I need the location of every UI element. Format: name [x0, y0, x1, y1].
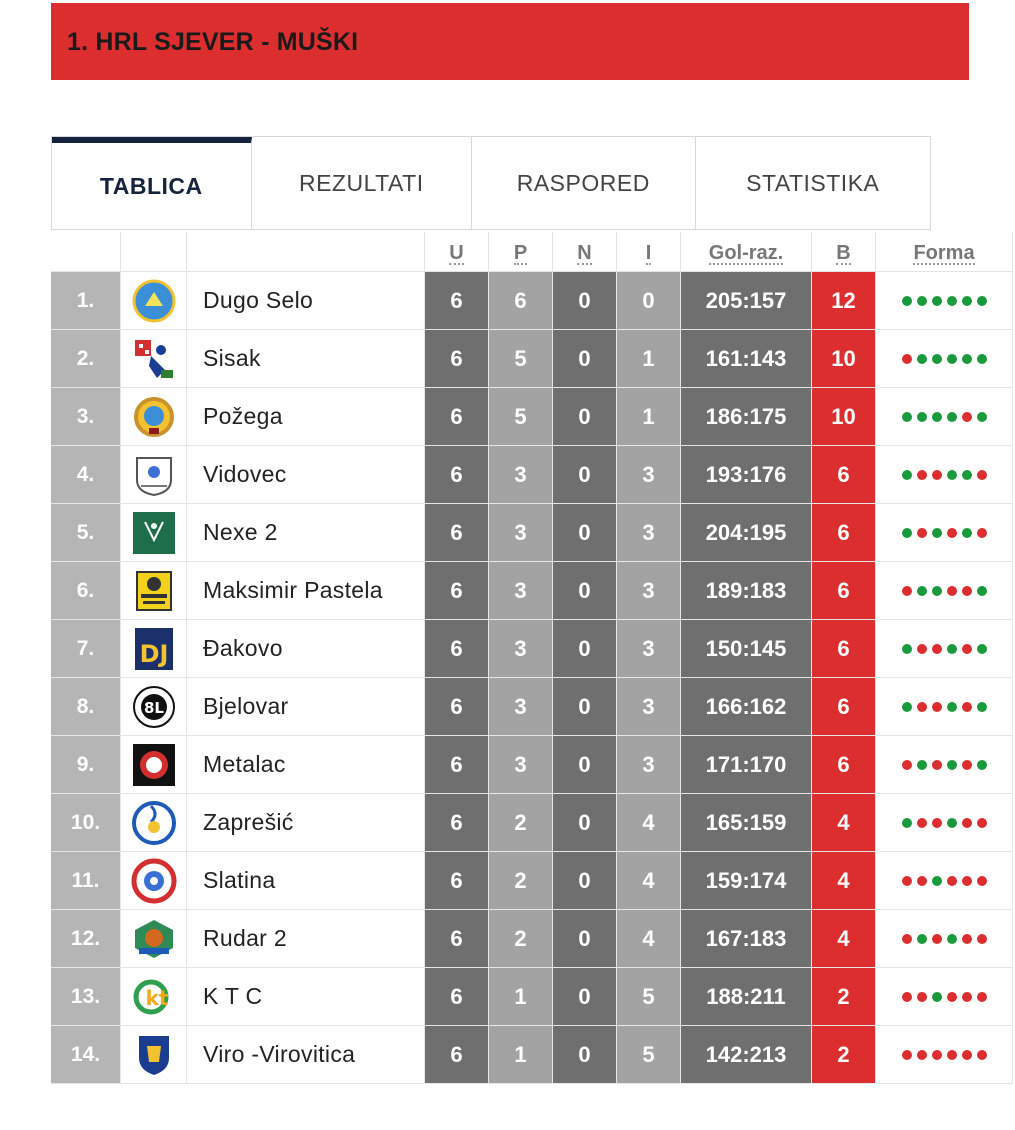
points-cell: 10	[812, 330, 876, 388]
form-cell	[876, 562, 1013, 620]
header-won[interactable]	[489, 232, 553, 272]
rank-cell: 6.	[51, 562, 121, 620]
team-logo-cell	[121, 910, 187, 968]
goal-diff-cell: 193:176	[681, 446, 812, 504]
form-cell	[876, 330, 1013, 388]
form-win-dot[interactable]	[947, 354, 957, 364]
header-team	[187, 232, 425, 272]
form-win-dot[interactable]	[902, 528, 912, 538]
form-win-dot[interactable]	[932, 992, 942, 1002]
drawn-cell: 0	[553, 852, 617, 910]
won-cell: 2	[489, 910, 553, 968]
form-cell	[876, 620, 1013, 678]
svg-text:DJ: DJ	[139, 639, 168, 668]
form-loss-dot[interactable]	[977, 934, 987, 944]
team-name[interactable]: K T C	[187, 968, 425, 1026]
won-cell: 6	[489, 272, 553, 330]
rank-cell: 14.	[51, 1026, 121, 1084]
dugo-selo-logo	[131, 278, 177, 324]
header-drawn[interactable]	[553, 232, 617, 272]
form-win-dot[interactable]	[902, 470, 912, 480]
form-loss-dot[interactable]	[917, 528, 927, 538]
goal-diff-cell: 205:157	[681, 272, 812, 330]
form-loss-dot[interactable]	[917, 876, 927, 886]
drawn-cell: 0	[553, 446, 617, 504]
form-loss-dot[interactable]	[902, 1050, 912, 1060]
goal-diff-cell: 142:213	[681, 1026, 812, 1084]
goal-diff-cell: 171:170	[681, 736, 812, 794]
pozega-logo	[131, 394, 177, 440]
played-cell: 6	[425, 330, 489, 388]
header-points[interactable]	[812, 232, 876, 272]
header-forma-label: Forma	[913, 242, 975, 264]
points-cell: 10	[812, 388, 876, 446]
virovitica-logo	[131, 1032, 177, 1078]
goal-diff-cell: 189:183	[681, 562, 812, 620]
won-cell: 2	[489, 852, 553, 910]
drawn-cell: 0	[553, 968, 617, 1026]
won-cell: 3	[489, 446, 553, 504]
lost-cell: 1	[617, 330, 681, 388]
form-loss-dot[interactable]	[932, 1050, 942, 1060]
form-loss-dot[interactable]	[962, 412, 972, 422]
form-win-dot[interactable]	[932, 296, 942, 306]
form-win-dot[interactable]	[902, 818, 912, 828]
form-loss-dot[interactable]	[947, 1050, 957, 1060]
team-name[interactable]: Dugo Selo	[187, 272, 425, 330]
form-cell	[876, 968, 1013, 1026]
team-name[interactable]: Sisak	[187, 330, 425, 388]
rank-cell: 9.	[51, 736, 121, 794]
lost-cell: 3	[617, 736, 681, 794]
team-logo-cell	[121, 272, 187, 330]
team-name[interactable]: Metalac	[187, 736, 425, 794]
form-win-dot[interactable]	[977, 760, 987, 770]
header-played[interactable]	[425, 232, 489, 272]
played-cell: 6	[425, 910, 489, 968]
form-win-dot[interactable]	[962, 296, 972, 306]
form-loss-dot[interactable]	[962, 992, 972, 1002]
form-loss-dot[interactable]	[902, 934, 912, 944]
form-loss-dot[interactable]	[932, 760, 942, 770]
drawn-cell: 0	[553, 910, 617, 968]
lost-cell: 0	[617, 272, 681, 330]
team-logo-cell	[121, 388, 187, 446]
slatina-logo	[131, 858, 177, 904]
team-name[interactable]: Rudar 2	[187, 910, 425, 968]
team-logo-cell	[121, 968, 187, 1026]
drawn-cell: 0	[553, 1026, 617, 1084]
form-loss-dot[interactable]	[947, 992, 957, 1002]
form-cell	[876, 736, 1013, 794]
team-name[interactable]: Zaprešić	[187, 794, 425, 852]
form-win-dot[interactable]	[917, 586, 927, 596]
tab-rezultati[interactable]: REZULTATI	[252, 137, 473, 229]
won-cell: 2	[489, 794, 553, 852]
team-logo-cell	[121, 1026, 187, 1084]
form-loss-dot[interactable]	[917, 702, 927, 712]
played-cell: 6	[425, 736, 489, 794]
lost-cell: 3	[617, 504, 681, 562]
svg-text:8L: 8L	[143, 698, 164, 717]
form-loss-dot[interactable]	[977, 992, 987, 1002]
form-win-dot[interactable]	[962, 354, 972, 364]
lost-cell: 5	[617, 1026, 681, 1084]
goal-diff-cell: 188:211	[681, 968, 812, 1026]
form-win-dot[interactable]	[947, 644, 957, 654]
points-cell: 6	[812, 620, 876, 678]
form-win-dot[interactable]	[947, 412, 957, 422]
lost-cell: 4	[617, 910, 681, 968]
rudar-logo	[131, 916, 177, 962]
rank-cell: 12.	[51, 910, 121, 968]
form-loss-dot[interactable]	[962, 934, 972, 944]
team-name[interactable]: Vidovec	[187, 446, 425, 504]
form-win-dot[interactable]	[977, 412, 987, 422]
form-loss-dot[interactable]	[947, 876, 957, 886]
form-loss-dot[interactable]	[932, 644, 942, 654]
metalac-logo	[131, 742, 177, 788]
drawn-cell: 0	[553, 562, 617, 620]
rank-cell: 13.	[51, 968, 121, 1026]
form-win-dot[interactable]	[947, 934, 957, 944]
form-loss-dot[interactable]	[977, 470, 987, 480]
form-loss-dot[interactable]	[917, 1050, 927, 1060]
form-loss-dot[interactable]	[947, 528, 957, 538]
form-win-dot[interactable]	[977, 586, 987, 596]
form-loss-dot[interactable]	[977, 1050, 987, 1060]
form-win-dot[interactable]	[932, 528, 942, 538]
form-win-dot[interactable]	[902, 296, 912, 306]
drawn-cell: 0	[553, 794, 617, 852]
form-loss-dot[interactable]	[962, 876, 972, 886]
played-cell: 6	[425, 620, 489, 678]
form-win-dot[interactable]	[902, 644, 912, 654]
rank-cell: 8.	[51, 678, 121, 736]
form-win-dot[interactable]	[947, 818, 957, 828]
drawn-cell: 0	[553, 330, 617, 388]
header-lost[interactable]	[617, 232, 681, 272]
lost-cell: 3	[617, 620, 681, 678]
league-title-bar	[51, 3, 969, 80]
tab-statistika[interactable]: STATISTIKA	[746, 169, 880, 196]
form-cell	[876, 910, 1013, 968]
played-cell: 6	[425, 968, 489, 1026]
form-win-dot[interactable]	[977, 702, 987, 712]
team-logo-cell	[121, 794, 187, 852]
form-win-dot[interactable]	[947, 296, 957, 306]
header-gol-label: Gol-raz.	[708, 242, 784, 264]
form-loss-dot[interactable]	[962, 760, 972, 770]
form-win-dot[interactable]	[917, 296, 927, 306]
form-loss-dot[interactable]	[902, 760, 912, 770]
rank-cell: 5.	[51, 504, 121, 562]
tab-bar	[51, 136, 931, 230]
rank-cell: 4.	[51, 446, 121, 504]
points-cell: 6	[812, 678, 876, 736]
form-cell	[876, 272, 1013, 330]
tab-raspored[interactable]: RASPORED	[472, 137, 695, 229]
form-cell	[876, 678, 1013, 736]
lost-cell: 1	[617, 388, 681, 446]
drawn-cell: 0	[553, 620, 617, 678]
played-cell: 6	[425, 388, 489, 446]
goal-diff-cell: 166:162	[681, 678, 812, 736]
form-loss-dot[interactable]	[962, 702, 972, 712]
points-cell: 4	[812, 910, 876, 968]
lost-cell: 3	[617, 678, 681, 736]
maksimir-logo	[131, 568, 177, 614]
won-cell: 3	[489, 736, 553, 794]
goal-diff-cell: 167:183	[681, 910, 812, 968]
lost-cell: 4	[617, 794, 681, 852]
nexe-logo	[131, 510, 177, 556]
form-win-dot[interactable]	[977, 296, 987, 306]
team-logo-cell	[121, 620, 187, 678]
form-win-dot[interactable]	[902, 412, 912, 422]
won-cell: 5	[489, 330, 553, 388]
team-name[interactable]: Požega	[187, 388, 425, 446]
played-cell: 6	[425, 446, 489, 504]
rank-cell: 11.	[51, 852, 121, 910]
drawn-cell: 0	[553, 504, 617, 562]
form-win-dot[interactable]	[917, 934, 927, 944]
won-cell: 3	[489, 504, 553, 562]
header-i-label: I	[645, 242, 652, 264]
team-name[interactable]: Viro -Virovitica	[187, 1026, 425, 1084]
form-loss-dot[interactable]	[977, 528, 987, 538]
form-win-dot[interactable]	[962, 470, 972, 480]
form-win-dot[interactable]	[962, 528, 972, 538]
tab-tablica[interactable]: TABLICA	[52, 137, 252, 229]
form-loss-dot[interactable]	[902, 586, 912, 596]
points-cell: 4	[812, 794, 876, 852]
header-u-label: U	[449, 242, 464, 264]
goal-diff-cell: 186:175	[681, 388, 812, 446]
form-win-dot[interactable]	[947, 760, 957, 770]
goal-diff-cell: 204:195	[681, 504, 812, 562]
form-loss-dot[interactable]	[902, 354, 912, 364]
goal-diff-cell: 159:174	[681, 852, 812, 910]
team-name[interactable]: Nexe 2	[187, 504, 425, 562]
lost-cell: 3	[617, 446, 681, 504]
header-rank	[51, 232, 121, 272]
form-win-dot[interactable]	[902, 702, 912, 712]
team-logo-cell	[121, 446, 187, 504]
played-cell: 6	[425, 504, 489, 562]
form-win-dot[interactable]	[947, 470, 957, 480]
team-logo-cell	[121, 504, 187, 562]
header-goal-diff[interactable]	[681, 232, 812, 272]
goal-diff-cell: 165:159	[681, 794, 812, 852]
form-loss-dot[interactable]	[917, 992, 927, 1002]
won-cell: 3	[489, 678, 553, 736]
form-cell	[876, 388, 1013, 446]
header-b-label: B	[836, 242, 851, 264]
ktc-logo	[131, 974, 177, 1020]
team-name[interactable]: Đakovo	[187, 620, 425, 678]
form-loss-dot[interactable]	[932, 470, 942, 480]
zapresic-logo	[131, 800, 177, 846]
form-win-dot[interactable]	[917, 760, 927, 770]
form-loss-dot[interactable]	[962, 1050, 972, 1060]
form-win-dot[interactable]	[932, 876, 942, 886]
lost-cell: 3	[617, 562, 681, 620]
form-win-dot[interactable]	[947, 702, 957, 712]
form-win-dot[interactable]	[977, 644, 987, 654]
form-cell	[876, 504, 1013, 562]
team-name[interactable]: Bjelovar	[187, 678, 425, 736]
form-loss-dot[interactable]	[977, 876, 987, 886]
points-cell: 6	[812, 504, 876, 562]
points-cell: 2	[812, 1026, 876, 1084]
team-logo-cell	[121, 736, 187, 794]
team-logo-cell	[121, 562, 187, 620]
form-loss-dot[interactable]	[932, 934, 942, 944]
won-cell: 1	[489, 968, 553, 1026]
header-form[interactable]	[876, 232, 1013, 272]
form-loss-dot[interactable]	[917, 644, 927, 654]
form-loss-dot[interactable]	[962, 818, 972, 828]
form-loss-dot[interactable]	[902, 876, 912, 886]
rank-cell: 7.	[51, 620, 121, 678]
rank-cell: 3.	[51, 388, 121, 446]
form-win-dot[interactable]	[932, 412, 942, 422]
form-cell	[876, 852, 1013, 910]
lost-cell: 5	[617, 968, 681, 1026]
won-cell: 1	[489, 1026, 553, 1084]
header-p-label: P	[513, 242, 528, 264]
header-logo	[121, 232, 187, 272]
form-loss-dot[interactable]	[902, 992, 912, 1002]
form-loss-dot[interactable]	[917, 818, 927, 828]
played-cell: 6	[425, 794, 489, 852]
rank-cell: 2.	[51, 330, 121, 388]
bjelovar-logo	[131, 684, 177, 730]
form-loss-dot[interactable]	[962, 586, 972, 596]
points-cell: 2	[812, 968, 876, 1026]
points-cell: 12	[812, 272, 876, 330]
form-loss-dot[interactable]	[932, 818, 942, 828]
form-loss-dot[interactable]	[977, 818, 987, 828]
lost-cell: 4	[617, 852, 681, 910]
team-name[interactable]: Maksimir Pastela	[187, 562, 425, 620]
form-loss-dot[interactable]	[932, 702, 942, 712]
team-name[interactable]: Slatina	[187, 852, 425, 910]
dakovo-logo	[131, 626, 177, 672]
points-cell: 6	[812, 736, 876, 794]
played-cell: 6	[425, 562, 489, 620]
points-cell: 6	[812, 446, 876, 504]
played-cell: 6	[425, 1026, 489, 1084]
form-win-dot[interactable]	[932, 354, 942, 364]
sisak-logo	[131, 336, 177, 382]
svg-text:kt: kt	[145, 985, 168, 1010]
points-cell: 6	[812, 562, 876, 620]
won-cell: 3	[489, 562, 553, 620]
standings-table	[51, 232, 1013, 1084]
drawn-cell: 0	[553, 678, 617, 736]
form-win-dot[interactable]	[917, 412, 927, 422]
rank-cell: 10.	[51, 794, 121, 852]
goal-diff-cell: 161:143	[681, 330, 812, 388]
played-cell: 6	[425, 272, 489, 330]
vidovec-logo	[131, 452, 177, 498]
played-cell: 6	[425, 852, 489, 910]
won-cell: 5	[489, 388, 553, 446]
drawn-cell: 0	[553, 272, 617, 330]
team-logo-cell	[121, 852, 187, 910]
page-title: 1. HRL SJEVER - MUŠKI	[67, 28, 359, 56]
drawn-cell: 0	[553, 736, 617, 794]
form-win-dot[interactable]	[917, 354, 927, 364]
points-cell: 4	[812, 852, 876, 910]
form-win-dot[interactable]	[932, 586, 942, 596]
header-n-label: N	[577, 242, 592, 264]
played-cell: 6	[425, 678, 489, 736]
goal-diff-cell: 150:145	[681, 620, 812, 678]
team-logo-cell	[121, 330, 187, 388]
rank-cell: 1.	[51, 272, 121, 330]
won-cell: 3	[489, 620, 553, 678]
team-logo-cell	[121, 678, 187, 736]
form-loss-dot[interactable]	[962, 644, 972, 654]
form-cell	[876, 1026, 1013, 1084]
form-loss-dot[interactable]	[947, 586, 957, 596]
form-cell	[876, 446, 1013, 504]
drawn-cell: 0	[553, 388, 617, 446]
form-win-dot[interactable]	[977, 354, 987, 364]
form-cell	[876, 794, 1013, 852]
form-loss-dot[interactable]	[917, 470, 927, 480]
